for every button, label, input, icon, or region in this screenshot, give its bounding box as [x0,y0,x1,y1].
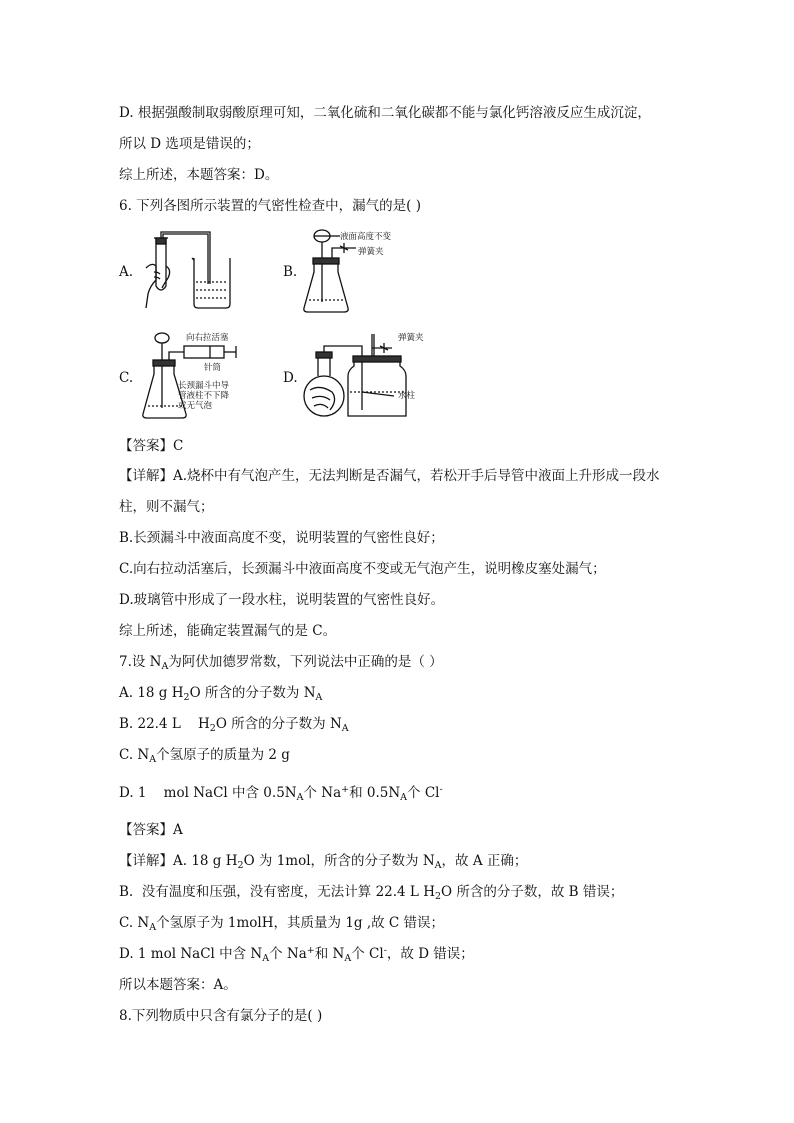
q7-answer: 【答案】A [119,822,183,838]
apparatus-a-diagram [138,228,238,310]
q7-detail-a: 【详解】A. 18 g $H_2O$ 为 1mol，所含的分子数为 $N_A$，故 A 正确； [119,853,528,871]
q6-stem: 6. 下列各图所示装置的气密性检查中，漏气的是( ) [119,198,421,214]
label-b-level: 液面高度不变 [340,232,392,242]
q6-summary: 综上所述，能确定装置漏气的是 C。 [119,623,337,639]
q7-detail-b: B. 没有温度和压强，没有密度，无法计算 22.4 L $H_2O$ 所含的分子数，故 B 错误； [119,884,624,902]
figure-label-d: D. [283,370,298,386]
apparatus-d-diagram [298,330,458,422]
q7-option-d: D. 1 mol NaCl 中含 $0.5N_A$个 Na+和 $0.5N_A$个 Cl- [119,784,443,803]
q6-detail-b: B.长颈漏斗中液面高度不变，说明装置的气密性良好； [119,530,444,546]
figure-label-b: B. [283,264,298,280]
q7-option-c: C. $N_A$个氢原子的质量为 2 g [119,747,290,765]
label-c-note3: 或无气泡 [178,401,213,411]
q6-answer: 【答案】C [119,438,184,454]
q8-stem: 8.下列物质中只含有氯分子的是( ) [119,1008,323,1024]
q5-option-d-line1: D. 根据强酸制取弱酸原理可知，二氧化硫和二氧化碳都不能与氯化钙溶液反应生成沉淀， [119,105,651,121]
figure-label-c: C. [119,370,134,386]
q7-summary: 所以本题答案：A。 [119,977,237,993]
label-d-clamp: 弹簧夹 [398,333,424,343]
q6-detail-a-line2: 柱，则不漏气； [119,499,214,515]
q6-detail-c: C.向右拉动活塞后，长颈漏斗中液面高度不变或无气泡产生，说明橡皮塞处漏气； [119,561,606,577]
label-d-water: 水柱 [398,391,416,401]
label-b-clamp: 弹簧夹 [358,247,384,257]
label-c-piston: 向右拉活塞 [186,333,229,343]
apparatus-b-diagram [300,226,420,318]
q7-detail-c: C. $N_A$个氢原子为 1molH，其质量为 1g ,故 C 错误； [119,915,445,933]
apparatus-c-diagram [138,330,248,422]
q7-detail-d: D. 1 mol NaCl 中含 $N_A$个 Na+和 $N_A$个 Cl-，故 D 错误； [119,945,474,964]
label-c-note2: 管液柱不下降 [178,391,230,401]
q7-stem: 7.设 $N_A$为阿伏加德罗常数，下列说法中正确的是（ ） [119,654,443,672]
q7-option-a: A. 18 g $H_2O$ 所含的分子数为 $N_A$ [119,685,323,703]
q6-detail-d: D.玻璃管中形成了一段水柱，说明装置的气密性良好。 [119,592,445,608]
q7-option-b: B. 22.4 L $H_2O$ 所含的分子数为 $N_A$ [119,716,349,734]
q6-detail-a-line1: 【详解】A.烧杯中有气泡产生，无法判断是否漏气，若松开手后导管中液面上升形成一段水 [119,468,660,484]
label-c-note1: 长颈漏斗中导 [178,381,230,391]
figure-label-a: A. [119,264,134,280]
q5-option-d-line2: 所以 D 选项是错误的； [119,136,260,152]
label-c-syringe: 针筒 [204,363,222,373]
q5-summary: 综上所述，本题答案：D。 [119,167,279,183]
